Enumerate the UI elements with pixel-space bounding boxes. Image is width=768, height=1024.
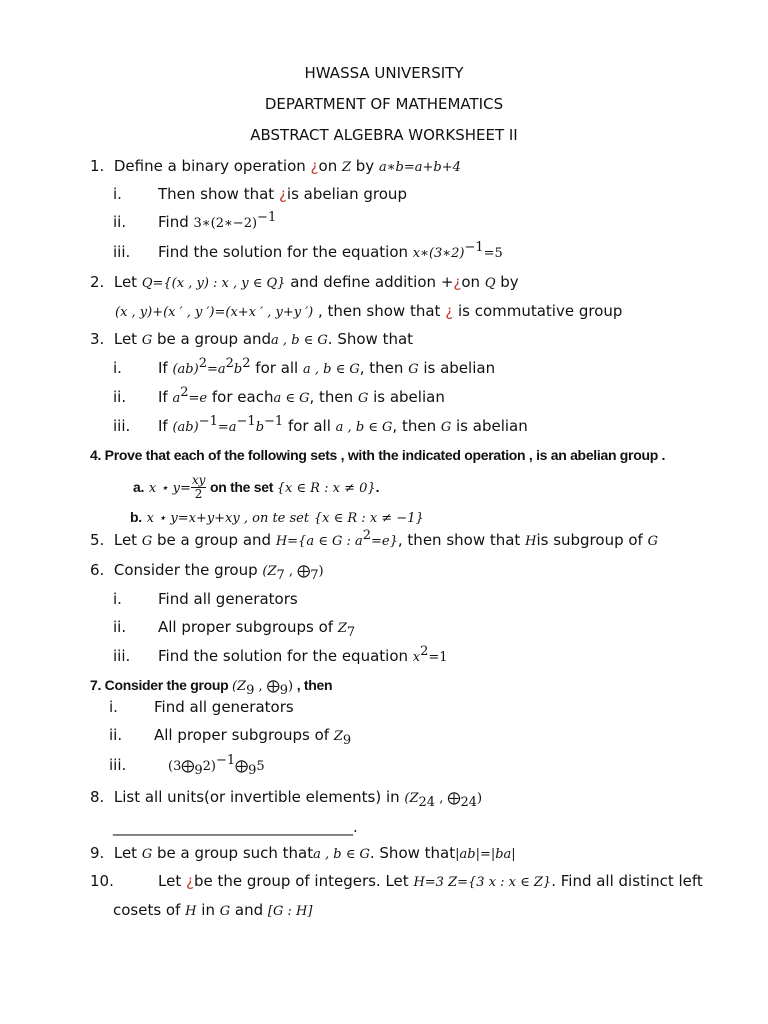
q4-a-set: {x ∈ R : x ≠ 0}: [276, 481, 376, 496]
q6-iii-eq: =1: [428, 650, 448, 665]
university-title: HWASSA UNIVERSITY: [304, 64, 464, 82]
q3-iii-then: , then: [392, 417, 441, 435]
q3-i-g: G: [408, 362, 419, 377]
q3-i-ab: a , b ∈ G: [303, 362, 360, 377]
question-4: 4. Prove that each of the following sets , with the indicated operation , is an abelian group .: [90, 447, 666, 463]
q1-item-i-text: [158, 184, 407, 204]
q10-post: . Find all distinct left: [551, 872, 703, 890]
q1-text-by: by: [351, 157, 379, 175]
q1-number: 1.: [90, 157, 105, 175]
q7-ii-sub: 9: [342, 733, 352, 748]
q5-hset-end: =e}: [371, 534, 398, 549]
q2-number: 2.: [90, 273, 105, 291]
q7-sub: 9: [246, 683, 255, 698]
q1-item-i: [113, 184, 122, 204]
q8-group: (Z: [404, 791, 419, 806]
q1-i-symbol: ¿: [278, 185, 287, 203]
q2-mid: and define addition: [285, 273, 441, 291]
q5-h: H=: [275, 534, 299, 549]
q1-i-post: is abelian group: [286, 185, 407, 203]
q10-l2-index: [G : H]: [267, 904, 313, 919]
q3-iii-ab: a , b ∈ G: [335, 420, 393, 435]
q10-line-2: [113, 900, 312, 922]
q7-pre: 7. Consider the group: [90, 677, 232, 693]
q5-hset: {a ∈ G : a: [298, 534, 363, 549]
q1-item-ii: [113, 212, 126, 232]
q6-iii-x: x: [412, 650, 421, 665]
q1-ii-exponent: −1: [257, 210, 277, 225]
q7-item-ii: [109, 725, 122, 745]
q5-h2: H: [525, 534, 537, 549]
q6-op: , ⨁: [284, 564, 311, 579]
q3-item-i: [113, 358, 122, 378]
q3-i-exp2: 2: [225, 356, 234, 371]
q3-iii-exp3: −1: [264, 414, 284, 429]
department-title: DEPARTMENT OF MATHEMATICS: [264, 95, 504, 113]
q2-on: on: [461, 273, 485, 291]
q4-a-numerator: xy: [191, 473, 206, 487]
q3-i-b: b: [233, 362, 243, 377]
q4-a-on: on the set: [206, 479, 277, 495]
q2-addition-expression: (x , y)+(x ′ , y ′)=(x+x ′ , y+y ′): [115, 305, 314, 320]
q6-item-ii-text: [158, 617, 355, 639]
q7-opsub: 9: [279, 683, 289, 698]
q8-text: List all units(or invertible elements) in: [113, 788, 405, 806]
q3-ii-post: is abelian: [368, 388, 445, 406]
q7-post: , then: [293, 677, 333, 693]
q2-set-definition: {(x , y) : x , y ∈ Q}: [163, 276, 286, 291]
q1-iii-expression: x∗(3∗2): [412, 246, 465, 261]
q3-iii-g: G: [440, 420, 452, 435]
q3-iii-expr: (ab): [172, 420, 199, 435]
q1-i-pre: Then show that: [158, 185, 279, 203]
q3-ii-exp: 2: [180, 385, 189, 400]
q2-plus: +: [440, 273, 454, 291]
q1-expression: a∗b=a+b+4: [378, 160, 461, 175]
q3-item-ii-text: [158, 387, 445, 409]
question-3: [90, 329, 413, 351]
q10-number: 10.: [90, 872, 114, 890]
q7-i-number: i.: [109, 698, 118, 716]
q9-number: 9.: [90, 844, 105, 862]
q6-item-iii-text: [158, 646, 448, 668]
q3-iii-b: b: [255, 420, 265, 435]
q7-item-iii: [109, 755, 126, 775]
q7-item-i: [109, 697, 118, 717]
q1-ii-number: ii.: [113, 213, 127, 231]
q5-g: G: [141, 534, 153, 549]
q4-item-a: [133, 474, 379, 502]
q6-ii-sub: 7: [346, 625, 356, 640]
q10-set: {3 x : x ∈ Z}: [468, 875, 552, 890]
q4-b-label: b.: [130, 509, 142, 525]
q3-ii-ag: a ∈ G: [273, 391, 310, 406]
q3-item-ii: [113, 387, 126, 407]
q4-a-lhs: x ⋆ y=: [148, 481, 191, 496]
q5-mid: be a group and: [152, 531, 276, 549]
q4-b-expression: x ⋆ y=x+y+xy , on te set: [146, 511, 310, 526]
q7-iii-d: 5: [256, 759, 265, 774]
q3-iii-exp1: −1: [198, 414, 218, 429]
q1-iii-number: iii.: [113, 243, 131, 261]
q3-ab: a , b ∈ G: [271, 333, 328, 348]
q6-ii-number: ii.: [113, 618, 127, 636]
q6-iii-pre: Find the solution for the equation: [158, 647, 413, 665]
question-5: [90, 530, 658, 552]
q3-i-exp1: 2: [198, 356, 207, 371]
q3-post: . Show that: [327, 330, 414, 348]
q8-op: , ⨁: [435, 791, 461, 806]
q9-mid: be a group such that: [152, 844, 314, 862]
q6-i-number: i.: [113, 590, 122, 608]
question-10: [158, 871, 703, 893]
q9-pre: Let: [113, 844, 142, 862]
q6-ii-pre: All proper subgroups of: [158, 618, 338, 636]
q5-post2: is subgroup of: [536, 531, 648, 549]
q9-ab: a , b ∈ G: [313, 847, 370, 862]
q5-exp: 2: [362, 528, 372, 543]
q1-iii-post: =5: [483, 246, 503, 261]
q4-a-fraction: [191, 474, 207, 501]
question-1: [90, 156, 461, 178]
q6-opsub: 7: [310, 568, 319, 583]
q1-text: Define a binary operation: [113, 157, 311, 175]
q5-number: 5.: [90, 531, 105, 549]
q3-ii-then: , then: [309, 388, 358, 406]
q7-group: (Z: [231, 679, 247, 694]
q7-ii-z: Z: [333, 729, 343, 744]
q3-ii-number: ii.: [113, 388, 127, 406]
q3-iii-if: If: [158, 417, 173, 435]
q2-q: Q: [484, 276, 496, 291]
q7-iii-exp: −1: [215, 753, 236, 768]
q6-iii-number: iii.: [113, 647, 131, 665]
q3-iii-exp2: −1: [236, 414, 256, 429]
q7-iii-a: (3⨁: [168, 759, 195, 774]
q5-pre: Let: [113, 531, 142, 549]
q10-l2-g: G: [219, 904, 231, 919]
q10-l2-pre: cosets of: [113, 901, 186, 919]
q2-l2-post: is commutative group: [453, 302, 623, 320]
q7-item-iii-text: [168, 755, 265, 777]
q3-i-post: is abelian: [418, 359, 496, 377]
q7-iii-s1: 9: [194, 763, 203, 778]
q4-a-denominator: 2: [194, 487, 203, 501]
q5-post: , then show that: [397, 531, 526, 549]
question-6: [90, 560, 324, 582]
q7-item-ii-text: [154, 725, 351, 747]
q7-iii-number: iii.: [109, 756, 127, 774]
q7-ii-pre: All proper subgroups of: [154, 726, 334, 744]
q3-i-number: i.: [113, 359, 122, 377]
q6-iii-exp: 2: [420, 644, 429, 659]
q6-item-i-text: Find all generators: [158, 590, 298, 608]
q6-sub: 7: [276, 568, 285, 583]
q10-expression: H=3 Z=: [413, 875, 469, 890]
q3-ii-a: a: [172, 391, 181, 406]
q8-sub: 24: [418, 795, 436, 810]
q6-pre: Consider the group: [113, 561, 263, 579]
q8-answer-blank: ________________________________.: [113, 818, 358, 836]
q10-symbol: ¿: [185, 872, 194, 890]
q6-close: ): [318, 564, 324, 579]
question-2: [90, 272, 519, 294]
q3-ii-if: If: [158, 388, 173, 406]
q3-g: G: [141, 333, 153, 348]
q7-iii-s2: 9: [248, 763, 257, 778]
q9-g: G: [141, 847, 153, 862]
q4-item-b: [130, 507, 424, 529]
q1-item-iii: [113, 242, 130, 262]
q3-ii-g: G: [357, 391, 369, 406]
q9-expression: |ab|=|ba|: [455, 847, 516, 862]
q1-set: Z: [341, 160, 352, 175]
q2-l2-mid: , then show that: [313, 302, 446, 320]
q3-i-rhs: =a: [206, 362, 226, 377]
q2-set: Q=: [141, 276, 164, 291]
q3-i-then: , then: [359, 359, 409, 377]
q3-i-forall: for all: [250, 359, 303, 377]
q1-item-iii-text: [158, 242, 503, 264]
q3-iii-rhs: =a: [217, 420, 237, 435]
q5-g2: G: [647, 534, 658, 549]
q1-iii-pre: Find the solution for the equation: [158, 243, 413, 261]
q1-symbol: ¿: [310, 157, 319, 175]
q1-ii-pre: Find: [158, 213, 194, 231]
q8-number: 8.: [90, 788, 105, 806]
q3-item-i-text: [158, 358, 495, 380]
q1-i-number: i.: [113, 185, 122, 203]
q3-pre: Let: [113, 330, 142, 348]
q10-l2-h: H: [185, 904, 197, 919]
q4-a-label: a.: [133, 479, 145, 495]
q3-i-exp3: 2: [242, 356, 251, 371]
q1-ii-expression: 3∗(2∗−2): [193, 216, 258, 231]
q7-op: , ⨁: [254, 679, 280, 694]
q9-post: . Show that: [369, 844, 456, 862]
q3-i-expr: (ab): [172, 362, 199, 377]
question-10-number: [90, 871, 114, 891]
q3-item-iii: [113, 416, 130, 436]
q8-opsub: 24: [460, 795, 478, 810]
q2-by: by: [495, 273, 519, 291]
q6-item-iii: [113, 646, 130, 666]
question-9: [90, 843, 516, 865]
q3-item-iii-text: [158, 416, 528, 438]
q3-i-if: If: [158, 359, 173, 377]
q2-l2-symbol: ¿: [445, 302, 454, 320]
q1-iii-exponent: −1: [464, 240, 484, 255]
q8-close: ): [477, 791, 483, 806]
q6-item-ii: [113, 617, 126, 637]
q10-mid: be the group of integers. Let: [193, 872, 414, 890]
q7-ii-number: ii.: [109, 726, 123, 744]
q2-pre: Let: [113, 273, 142, 291]
q2-line-2: [115, 301, 622, 323]
q3-ii-for: for each: [207, 388, 274, 406]
q6-number: 6.: [90, 561, 105, 579]
q1-text-on: on: [318, 157, 342, 175]
q3-number: 3.: [90, 330, 105, 348]
q3-iii-number: iii.: [113, 417, 131, 435]
question-8: [90, 787, 482, 809]
q2-symbol: ¿: [453, 273, 462, 291]
q4-b-set: {x ∈ R : x ≠ −1}: [313, 511, 424, 526]
q3-mid: be a group and: [152, 330, 272, 348]
q7-iii-b: 2): [202, 759, 216, 774]
q3-ii-eq: =e: [188, 391, 208, 406]
q1-item-ii-text: [158, 212, 276, 234]
q3-iii-post: is abelian: [451, 417, 528, 435]
q7-item-i-text: Find all generators: [154, 698, 294, 716]
question-7: [90, 675, 332, 697]
q10-l2-and: and: [230, 901, 268, 919]
q4-a-dot: .: [375, 479, 380, 495]
q6-group: (Z: [262, 564, 277, 579]
worksheet-title: ABSTRACT ALGEBRA WORKSHEET II: [250, 126, 518, 144]
q7-iii-c: ⨁: [235, 759, 249, 774]
q3-iii-forall: for all: [283, 417, 336, 435]
q6-ii-z: Z: [337, 621, 347, 636]
q6-item-i: [113, 589, 122, 609]
q7-close: ): [288, 679, 294, 694]
q10-l2-in: in: [196, 901, 220, 919]
q10-pre: Let: [158, 872, 186, 890]
